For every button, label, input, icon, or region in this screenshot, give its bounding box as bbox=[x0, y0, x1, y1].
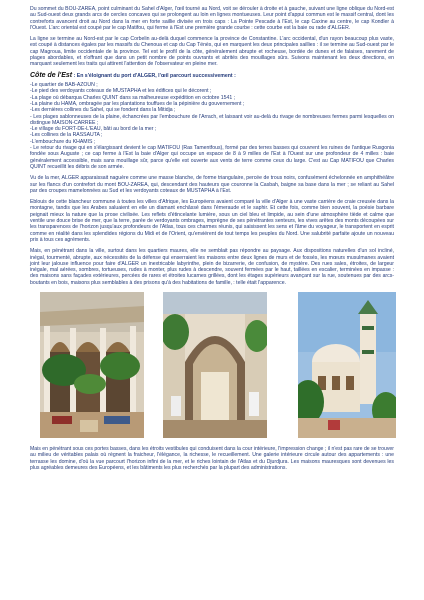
paragraph-algiers-from-sea: Vu de la mer, ALGER apparaissait naguère comme une masse blanche, de forme triangulaire, percée de trous noirs, confusément échelonnée en amphithéâtre sur les flancs d'un contrefort du mont BOU-ZAREA, qui, descendant des hauteurs que couronne la Casbah, baigne sa base dans la mer ; se reliant au Sahel par des croupes mamelonnées au Sud et les verdoyants coteaux de MUSTAPHA à l'Est. bbox=[30, 175, 394, 194]
mosque-photo bbox=[298, 292, 396, 438]
list-item: - Le retour du rivage qui en s'élargissant devient le cap MATIFOU (Ras Tamentfous), formé par des terres basses qui couvrent les ruines de l'antique Rusgonia fondée sous Auguste ; ce cap ferme à l'Est la baie d'Alger qui occupe un espace de 8 à 9 milles de l'Est à l'Ouest sur une profondeur de 4 milles : baie généralement accessible, mais sans mouillage sûr, parce qu'elle est ouverte aux vents de terre comme ceux du large. C'est au Cap MATIFOU que Charles QUINT recueillit les débris de son armée. bbox=[30, 145, 394, 170]
list-item: -Le village du FORT-DE-L'EAU, bâti au bord de la mer ; bbox=[30, 126, 157, 133]
list-item: -La plaine du HAMA, ombragée par les plantations touffues de la pépinière du gouvernement ; bbox=[30, 100, 245, 107]
section-heading-text: : En s'éloignant du port d'ALGER, l'œil parcourt successivement : bbox=[72, 72, 236, 79]
paragraph-interior-palaces: Mais en pénétrant sous ces portes basses, dans les étroits vestibules qui conduisent dans la cour intérieure, l'impression change ; il n'est pas rare de se trouver au milieu de véritables palais où règnent la fraicheur, l'élégance, la richesse, le recueillement. Une galerie intérieure circule autour des appartements : une terrasse les domine, d'où la vue parcourt l'horizon infini de la mer, et le riches lointain de l'Atlas et du Djurdjura. Les maisons mauresques sont devenues les plus agréables demeures des Européens, et les bâtiments les plus recherchés par la plupart des administrations. bbox=[30, 445, 394, 471]
section-heading-east-coast bbox=[30, 73, 394, 79]
paragraph-intro: Du sommet du BOU-ZAREA, point culminant du Sahel d'Alger, l'œil tourné au Nord, voit se dérouler à droite et à gauche, suivant une ligne oblique du Nord-est au Sud-ouest deux grands arcs de cercles concaves qui se prolongent au loin en lignes montueuses. Leur point d'appui commun est le massif central, dont les contreforts avancent droit au Nord dans la mer en forte saillie divisée en trois caps : La Pointe Pescade à l'Est, le cap Caxine au centre, le cap Kondler à l'Ouest. L'arc oriental est coupé par le cap Matifou, qui ferme à l'Est une première grande courbe : cette courbe est la baie ou rade d'ALGER. bbox=[30, 6, 394, 31]
section-heading-title: Côte de l'Est bbox=[30, 71, 73, 79]
paragraph-whiteness: Eblouis de cette blancheur commune à toutes les villes d'Afrique, les Européens avaient comparé la ville d'Alger à une vaste carrière de craie creusée dans la montagne, tandis que les Arabes saluaient en elle un diamant enchâssé dans l'émeraude et le saphir. Et cette fois, comme bien souvent, la poésie barbare peignait mieux la nature que la prose civilisée. Les reflets d'étincelante lumière, sous un ciel bleu et limpide, au sein d'une atmosphère tiède et calme que ventile une douce brise de mer, que la terre, parée de verdoyants ombrages, imprègne de ses pénétrantes senteurs, les vives arêtes des monts découpées sur les transparences de l'horizon jusqu'aux profondeurs de l'Atlas, tous ces charmes réunis, qui saisissent les sens et l'âme du voyageur, le transportent en esprit comme en réalité dans les splendides régions du Midi et de l'Orient, qu'enviérent de tout temps les peuples du Nord. Une salubrité parfaite ajoute un nouveau prix à tous ces agréments. bbox=[30, 199, 394, 243]
paragraph-moorish-quarters: Mais, en pénétrant dans la ville, surtout dans les quartiers maures, elle ne semblait pas répondre au paysage. Aux dispositions naturelles d'un sol incliné, inégal, tourmenté, abrupte, aux nécessités de la défense qui enserraient les maisons entre deux lignes de murs et de fossés, les mœurs musulmanes avaient joint leur jalouse influence pour faire d'ALGER un inextricable labyrinthe, plein de bizarrerie, de confusion, de mystère. Des rues sales, étroites, de largeur inégale, mal aérées, sombres, tortueuses, rudes à monter, plus rudes à descendre, souvent fermées par le haut, taillées en escalier, terminées en impasse : des maisons sans façades extérieures, percées de rares et étroites lucarnes grillées, dont les étages supérieurs avançant sur la rue, soutenues par des arcs-boutants en bois, maisons plus semblables à des prisons qu'à des habitations de famille, : telle était l'apparence. bbox=[30, 248, 394, 286]
paragraph-coast-profile: La ligne se termine au Nord-est par le cap Corbelin au-delà duquel commence la province de Constantine. L'arc occidental, d'un rayon beaucoup plus vaste, est coupé à distances égales par les massifs du Chenoua et cap du Cap Ténès, qui en marquent les deux principales saillies : il se termine au Sud-ouest par le cap Magroua, limite occidentale de la province. Tel est le profil de la côte, généralement abrupte et rocheuse, bordée de dunes et de falaises, rarement de plages abordables, et n'offrant que dans un petit nombre de points ouvrants et abrités des mouillages sûrs. Suivons maintenant les deux directions, en marquant seulement les traits qui attirent l'attention de l'observateur en pleine mer. bbox=[30, 36, 394, 68]
photo-row bbox=[30, 292, 394, 438]
list-item: -Le pied des verdoyants coteaux de MUSTAPHA et les édifices qui le décorent ; bbox=[30, 88, 212, 95]
list-item: -La plage où débarqua Charles QUINT dans sa malheureuse expédition en octobre 1541 ; bbox=[30, 94, 236, 101]
list-item: - Les plages sablonneuses de la plaine, échancrées par l'embouchure de l'Arrach, et laissant voir au-delà du rivage de nombreuses fermes parmi lesquelles on distingue MAISON-CARREE ; bbox=[30, 113, 394, 126]
list-item: -Le quartier de BAB-AZOUN ; bbox=[30, 82, 98, 89]
coast-landmark-list bbox=[30, 82, 394, 170]
list-item: -Les dernières collines du Sahel, qui se fondent dans la Mitidja ; bbox=[30, 107, 176, 114]
courtyard-photo bbox=[40, 292, 144, 438]
list-item: -Les collines de la RASSAUTA ; bbox=[30, 132, 103, 139]
list-item: -L'embouchure du KHAMIS ; bbox=[30, 138, 96, 145]
archway-photo bbox=[163, 292, 267, 438]
